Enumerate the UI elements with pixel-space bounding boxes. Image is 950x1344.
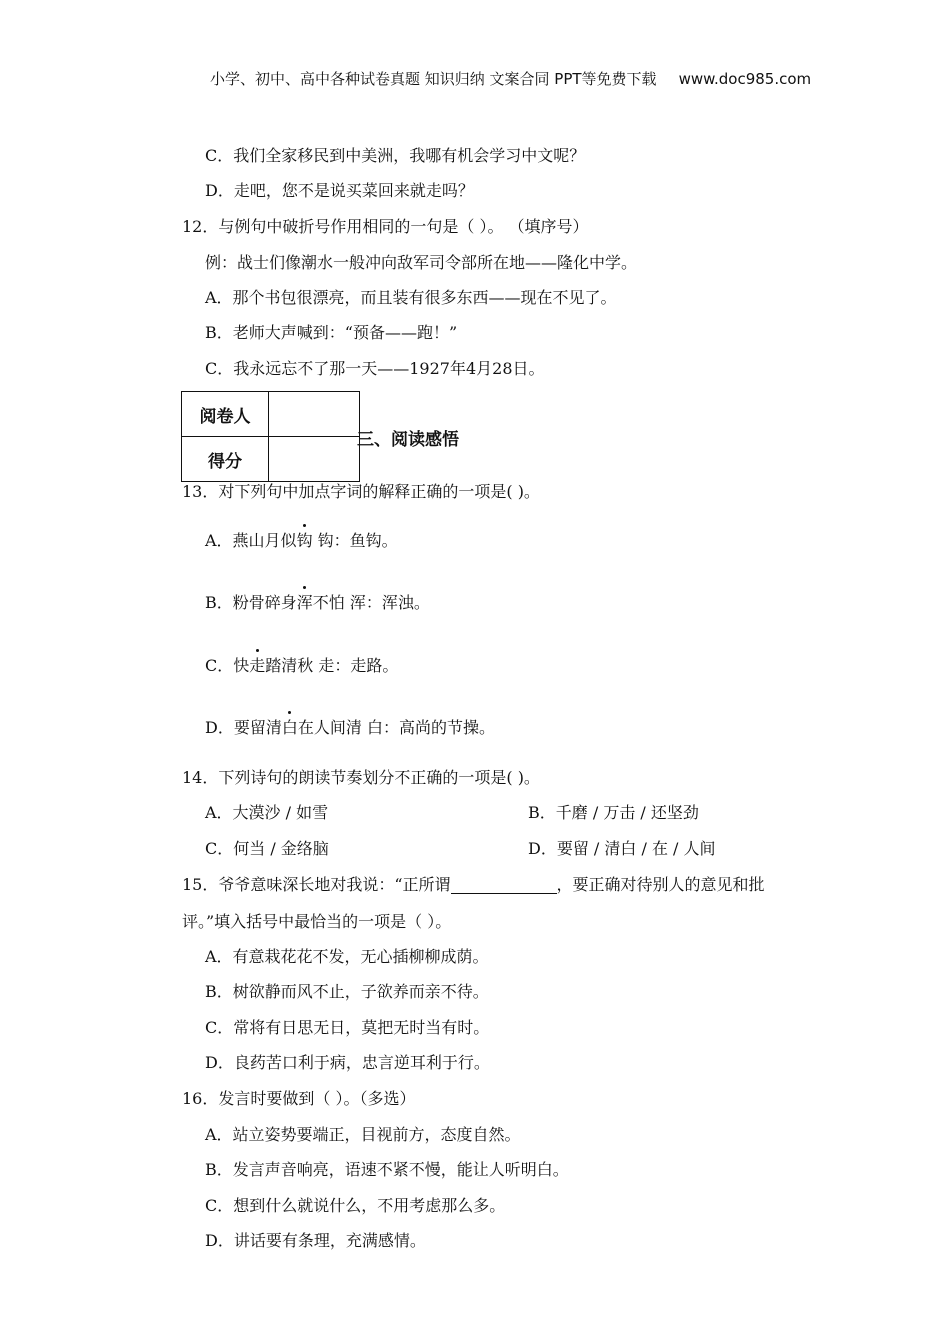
q12-option-a: A．那个书包很漂亮，而且装有很多东西——现在不见了。 [205, 288, 617, 307]
q12-option-b: B．老师大声喊到：“预备——跑！” [205, 323, 458, 342]
q13-option-c [205, 655, 398, 677]
q13-d-pre: D．要留清 [205, 718, 282, 737]
q14-option-b: B．千磨 / 万击 / 还坚劲 [528, 803, 699, 822]
q16-option-c: C．想到什么就说什么，不用考虑那么多。 [205, 1196, 506, 1215]
q11-option-d: D．走吧，您不是说买菜回来就走吗？ [205, 181, 474, 200]
reviewer-label: 阅卷人 [182, 392, 269, 437]
q16-option-a: A．站立姿势要端正，目视前方，态度自然。 [205, 1125, 521, 1144]
q14-stem: 14．下列诗句的朗读节奏划分不正确的一项是( )。 [182, 768, 540, 787]
q16-option-d: D．讲话要有条理，充满感情。 [205, 1231, 426, 1250]
q15-stem-line2: 评。”填入括号中最恰当的一项是（ ）。 [182, 912, 452, 931]
q15-stem [182, 874, 765, 896]
q12-example: 例：战士们像潮水一般冲向敌军司令部所在地——隆化中学。 [205, 253, 638, 272]
q16-option-b: B．发言声音响亮，语速不紧不慢，能让人听明白。 [205, 1160, 569, 1179]
q15-stem-pre: 15．爷爷意味深长地对我说：“正所谓 [182, 875, 451, 894]
q13-b-pre: B．粉骨碎身 [205, 593, 297, 612]
q11-option-c: C．我们全家移民到中美洲，我哪有机会学习中文呢？ [205, 146, 586, 165]
q15-stem-post: ，要正确对待别人的意见和批 [556, 875, 765, 894]
q13-b-post: 不怕 浑：浑浊。 [312, 593, 430, 612]
q15-option-b: B．树欲静而风不止，子欲养而亲不待。 [205, 982, 489, 1001]
answer-blank [451, 875, 557, 894]
q13-a-post: 钩：鱼钩。 [312, 531, 398, 550]
q13-c-post: 踏清秋 走：走路。 [265, 656, 399, 675]
score-cell [269, 437, 360, 482]
dotted-char: 钩 [296, 531, 313, 550]
q14-option-d: D．要留 / 清白 / 在 / 人间 [528, 839, 716, 858]
q13-d-post: 在人间清 白：高尚的节操。 [297, 718, 495, 737]
q13-option-d [205, 717, 495, 739]
score-label: 得分 [182, 437, 269, 482]
score-box [181, 391, 360, 482]
dotted-char: 走 [249, 656, 266, 675]
q15-option-c: C．常将有日思无日，莫把无时当有时。 [205, 1018, 490, 1037]
q15-option-a: A．有意栽花花不发，无心插柳柳成荫。 [205, 947, 489, 966]
q15-option-d: D．良药苦口利于病，忠言逆耳利于行。 [205, 1053, 490, 1072]
q13-stem: 13．对下列句中加点字词的解释正确的一项是( )。 [182, 482, 540, 501]
q13-option-b [205, 592, 430, 614]
q14-option-a: A．大漠沙 / 如雪 [205, 803, 329, 822]
header-site: www.doc985.com [678, 70, 812, 88]
q13-option-a [205, 530, 398, 552]
q12-stem: 12．与例句中破折号作用相同的一句是（ ）。 （填序号） [182, 217, 589, 236]
header-text: 小学、初中、高中各种试卷真题 知识归纳 文案合同 PPT等免费下载 [210, 70, 657, 88]
q12-option-c: C．我永远忘不了那一天——1927年4月28日。 [205, 359, 545, 378]
q14-option-c: C．何当 / 金络脑 [205, 839, 329, 858]
reviewer-cell [269, 392, 360, 437]
section-title: 三、阅读感悟 [357, 430, 459, 450]
q13-a-pre: A．燕山月似 [205, 531, 297, 550]
q13-c-pre: C．快 [205, 656, 250, 675]
dotted-char: 浑 [296, 593, 313, 612]
dotted-char: 白 [281, 718, 298, 737]
page-header [210, 68, 811, 89]
q16-stem: 16．发言时要做到（ ）。（多选） [182, 1089, 416, 1108]
